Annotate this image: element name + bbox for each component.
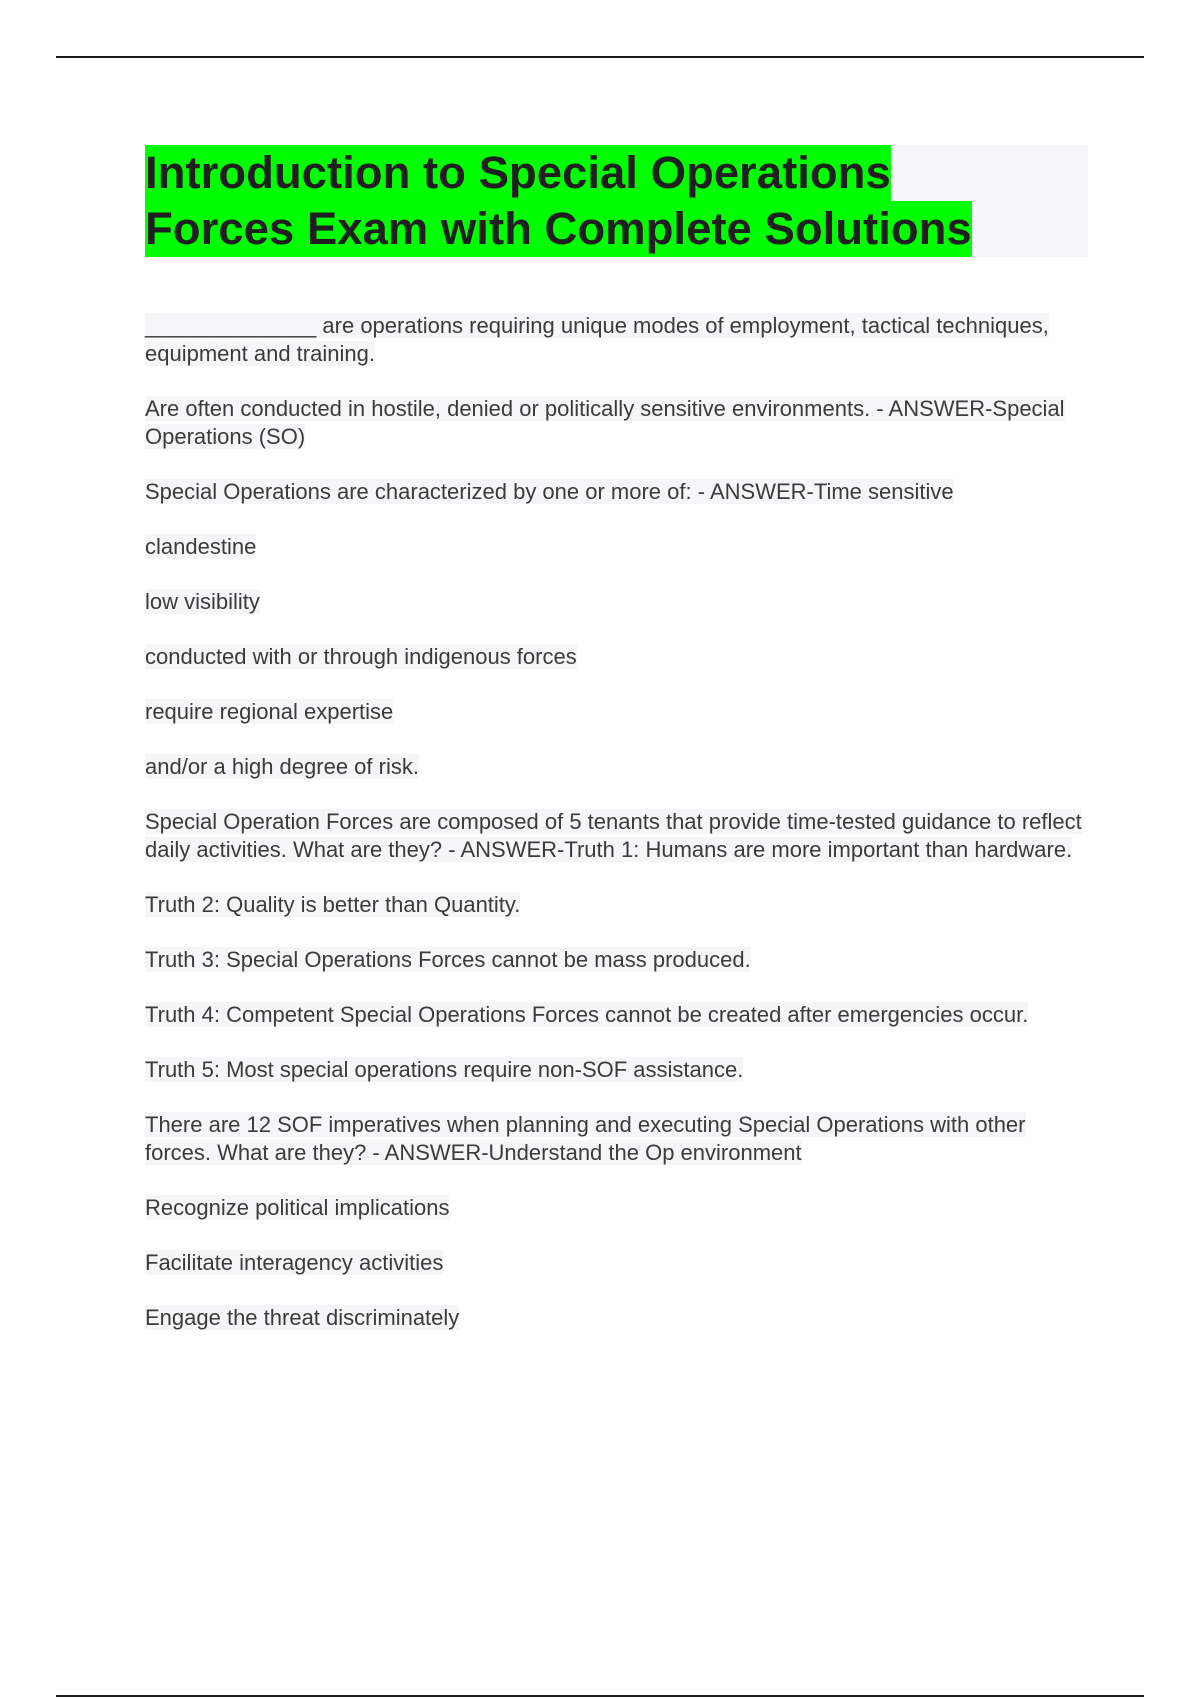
- paragraph: [145, 643, 1090, 671]
- title-line-1: Introduction to Special Operations: [145, 145, 891, 201]
- paragraph-text: conducted with or through indigenous forces: [145, 644, 577, 669]
- paragraph: [145, 753, 1090, 781]
- paragraph-text: clandestine: [145, 534, 257, 559]
- paragraph-text: Engage the threat discriminately: [145, 1305, 460, 1330]
- paragraph: [145, 533, 1090, 561]
- paragraph: [145, 312, 1090, 368]
- paragraph: [145, 891, 1090, 919]
- paragraph-text: Facilitate interagency activities: [145, 1250, 444, 1275]
- paragraph: [145, 1056, 1090, 1084]
- paragraph-text: Truth 5: Most special operations require non-SOF assistance.: [145, 1057, 744, 1082]
- paragraph-text: Special Operations are characterized by one or more of: - ANSWER-Time sensitive: [145, 479, 954, 504]
- paragraph: [145, 1194, 1090, 1222]
- title-block: [145, 145, 1088, 257]
- paragraph: [145, 1001, 1090, 1029]
- paragraph-text: Truth 2: Quality is better than Quantity.: [145, 892, 521, 917]
- paragraph: [145, 698, 1090, 726]
- paragraph: [145, 946, 1090, 974]
- paragraph-text: ______________ are operations requiring unique modes of employment, tactical techniques, equipment and training.: [145, 313, 1049, 366]
- bottom-rule: [56, 1695, 1144, 1697]
- paragraph-text: low visibility: [145, 589, 260, 614]
- paragraph: [145, 395, 1090, 451]
- paragraph-text: and/or a high degree of risk.: [145, 754, 419, 779]
- paragraph-text: require regional expertise: [145, 699, 394, 724]
- top-rule: [56, 56, 1144, 58]
- paragraph-text: Truth 4: Competent Special Operations Forces cannot be created after emergencies occur.: [145, 1002, 1029, 1027]
- title-line-2: Forces Exam with Complete Solutions: [145, 201, 972, 257]
- paragraph-text: Recognize political implications: [145, 1195, 450, 1220]
- document-body: [145, 312, 1090, 1359]
- paragraph: [145, 808, 1090, 864]
- paragraph-text: There are 12 SOF imperatives when planning and executing Special Operations with other forces. What are they? - ANSWER-Understand the Op environment: [145, 1112, 1026, 1165]
- paragraph-text: Special Operation Forces are composed of 5 tenants that provide time-tested guidance to reflect daily activities. What are they? - ANSWER-Truth 1: Humans are more important than hardware.: [145, 809, 1082, 862]
- page-title: [145, 145, 1088, 257]
- paragraph: [145, 1111, 1090, 1167]
- paragraph-text: Are often conducted in hostile, denied or politically sensitive environments. - ANSWER-Special Operations (SO): [145, 396, 1065, 449]
- paragraph: [145, 1304, 1090, 1332]
- paragraph-text: Truth 3: Special Operations Forces cannot be mass produced.: [145, 947, 751, 972]
- paragraph: [145, 588, 1090, 616]
- paragraph: [145, 1249, 1090, 1277]
- paragraph: [145, 478, 1090, 506]
